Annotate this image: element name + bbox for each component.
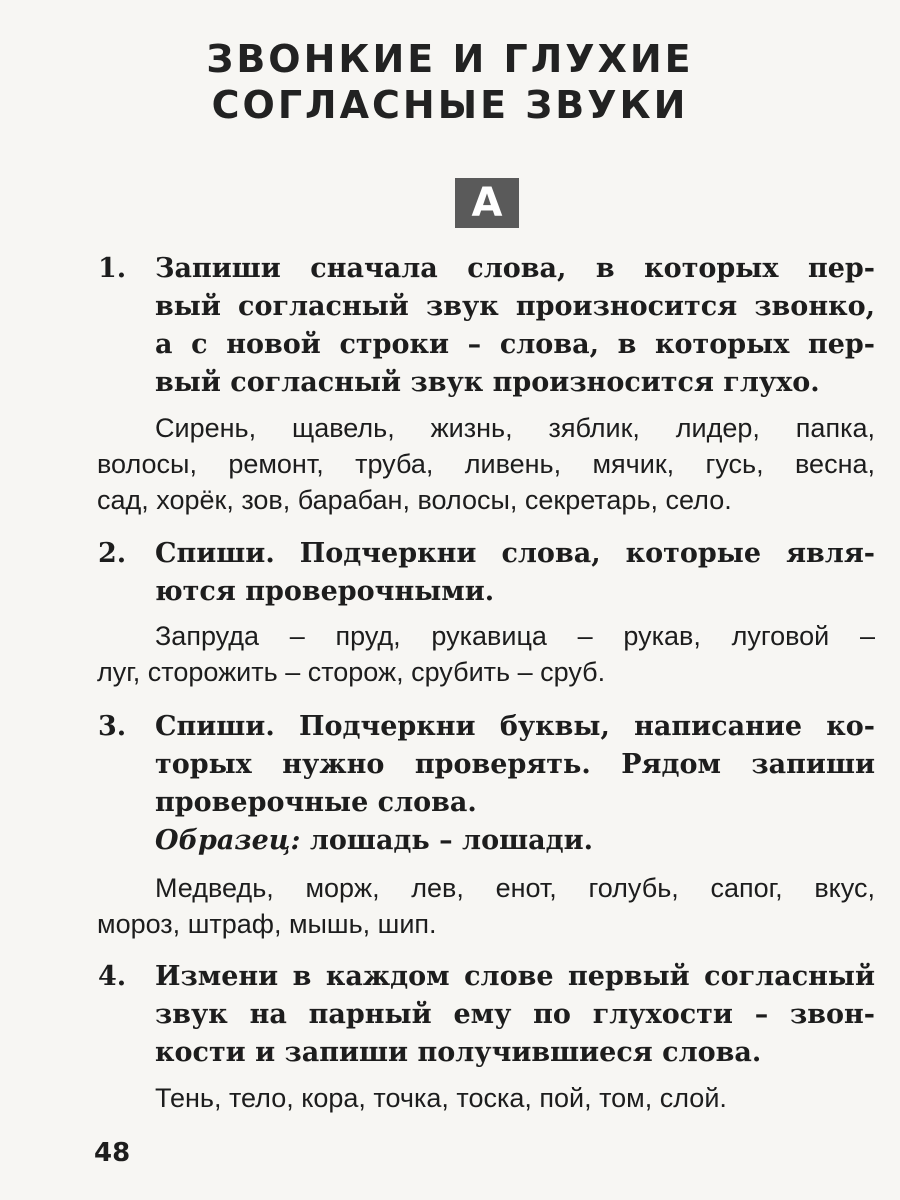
exercise-1-instruction-line: а с новой строки – слова, в которых пер-: [155, 329, 875, 360]
exercise-4-instruction: [155, 958, 875, 1072]
page-title-line-1: ЗВОНКИЕ И ГЛУХИЕ: [206, 37, 694, 81]
exercise-2-instruction: [155, 535, 875, 611]
section-badge: А: [455, 178, 519, 228]
exercise-4-instruction-line: кости и запиши получившиеся слова.: [155, 1037, 762, 1068]
exercise-4-words-line: Тень, тело, кора, точка, тоска, пой, том, слой.: [155, 1083, 727, 1113]
exercise-2-instruction-line: ются проверочными.: [155, 576, 495, 607]
page-number: 48: [94, 1138, 131, 1168]
exercise-3-words-line: мороз, штраф, мышь, шип.: [97, 909, 437, 939]
exercise-4-instruction-line: Измени в каждом слове первый согласный: [155, 961, 875, 992]
exercise-2-number: 2.: [98, 538, 127, 569]
exercise-4-number: 4.: [98, 961, 127, 992]
exercise-2-instruction-line: Спиши. Подчеркни слова, которые явля-: [155, 538, 875, 569]
exercise-3-number: 3.: [98, 711, 127, 742]
exercise-4-words: [97, 1080, 875, 1116]
exercise-3-words-line: Медведь, морж, лев, енот, голубь, сапог, вкус,: [155, 873, 875, 903]
exercise-2-words-line: Запруда – пруд, рукавица – рукав, луговой –: [155, 621, 875, 651]
exercise-1-words-line: Сирень, щавель, жизнь, зяблик, лидер, папка,: [155, 413, 875, 443]
exercise-1-words-line: волосы, ремонт, труба, ливень, мячик, гусь, весна,: [97, 449, 875, 479]
exercise-4-instruction-line: звук на парный ему по глухости – звон-: [155, 999, 875, 1030]
page-title-line-2: СОГЛАСНЫЕ ЗВУКИ: [211, 83, 689, 127]
exercise-3-instruction-line: Спиши. Подчеркни буквы, написание ко-: [155, 711, 875, 742]
exercise-3-instruction-line: проверочные слова.: [155, 787, 477, 818]
exercise-1-number: 1.: [98, 253, 127, 284]
exercise-1-words: [97, 410, 875, 518]
exercise-1-instruction-line: Запиши сначала слова, в которых пер-: [155, 253, 875, 284]
exercise-1-instruction: [155, 250, 875, 402]
exercise-2-words-line: луг, сторожить – сторож, срубить – сруб.: [97, 657, 606, 687]
exercise-2-words: [97, 618, 875, 690]
exercise-3-instruction: [155, 708, 875, 822]
exercise-1-words-line: сад, хорёк, зов, барабан, волосы, секретарь, село.: [97, 485, 732, 515]
exercise-3-words: [97, 870, 875, 942]
exercise-1-instruction-line: вый согласный звук произносится глухо.: [155, 367, 820, 398]
exercise-1-instruction-line: вый согласный звук произносится звонко,: [155, 291, 875, 322]
exercise-3-example: [155, 822, 593, 860]
exercise-3-instruction-line: торых нужно проверять. Рядом запиши: [155, 749, 875, 780]
example-text: лошадь – лошади.: [309, 825, 594, 856]
example-label: Образец:: [155, 825, 301, 856]
